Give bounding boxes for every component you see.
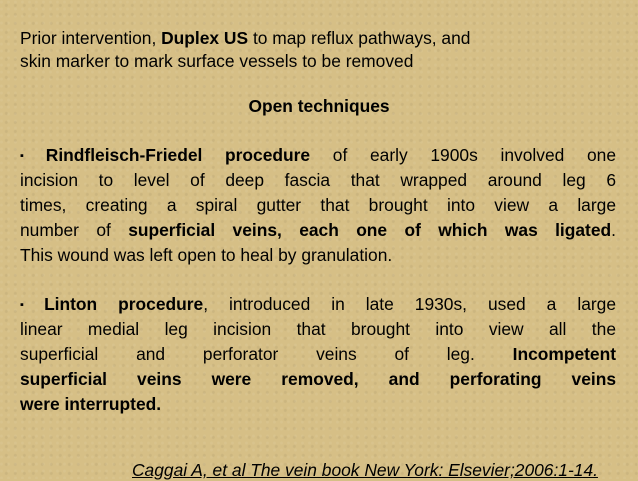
rf-line-2: incision to level of deep fascia that wrapped around leg 6 — [20, 170, 616, 190]
bullet-icon: ▪ — [20, 299, 41, 311]
linton-line-5: were interrupted. — [20, 394, 162, 414]
rf-line-5: This wound was left open to heal by granulation. — [20, 245, 393, 265]
linton-line-4: superficial veins were removed, and perforating veins — [20, 369, 616, 389]
section-heading: Open techniques — [248, 96, 390, 116]
citation: Caggai A, et al The vein book New York: Elsevier;2006:1-14. — [132, 460, 598, 480]
duplex-us-term: Duplex US — [161, 28, 249, 48]
rf-line-1: ▪ Rindfleisch-Friedel procedure of early 1900s involved one — [20, 145, 617, 165]
linton-line-2: linear medial leg incision that brought into view all the — [20, 319, 616, 339]
bullet-icon: ▪ — [20, 150, 42, 162]
linton-line-1: ▪ Linton procedure, introduced in late 1930s, used a large — [20, 294, 616, 314]
linton-line-3: superficial and perforator veins of leg. Incompetent — [20, 344, 616, 364]
intro-line-1: Prior intervention, Duplex US to map reflux pathways, and — [20, 28, 471, 48]
rf-line-4: number of superficial veins, each one of which was ligated. — [20, 220, 616, 240]
intro-line-2: skin marker to mark surface vessels to be removed — [20, 51, 414, 71]
rf-procedure-name: Rindfleisch-Friedel procedure — [45, 145, 311, 165]
linton-procedure-name: Linton procedure — [44, 294, 204, 314]
rf-line-3: times, creating a spiral gutter that brought into view a large — [20, 195, 616, 215]
